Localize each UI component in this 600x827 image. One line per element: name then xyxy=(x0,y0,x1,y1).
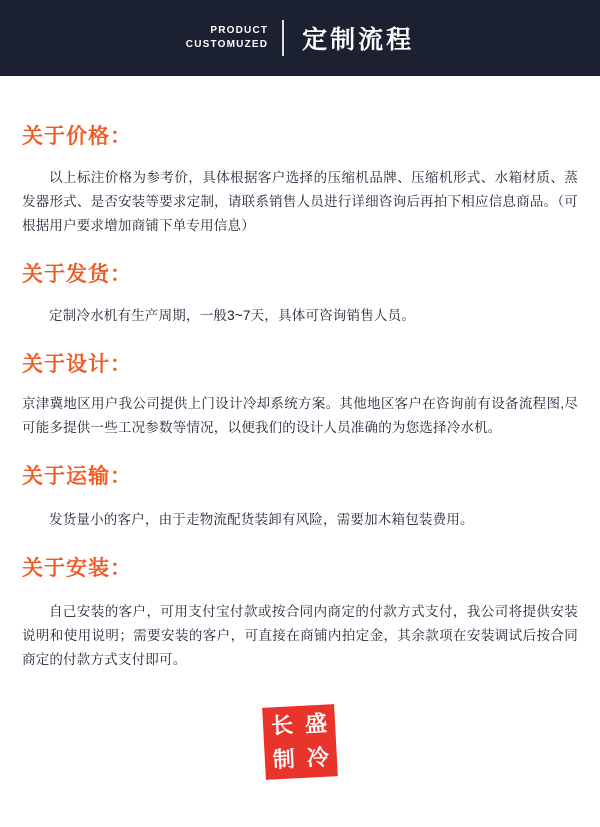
section-price-body: 以上标注价格为参考价，具体根据客户选择的压缩机品牌、压缩机形式、水箱材质、蒸发器形式、是否安装等要求定制，请联系销售人员进行详细咨询后再拍下相应信息商品。（可根据用户要求增加商铺下单专用信息） xyxy=(22,170,578,233)
company-seal-stamp xyxy=(264,706,335,777)
seal-char-1: 长 xyxy=(270,712,294,740)
section-shipping-title: 关于发货： xyxy=(22,263,132,286)
section-price-title: 关于价格： xyxy=(22,125,132,148)
header-english-label xyxy=(186,24,282,52)
section-installation xyxy=(22,554,578,672)
section-transport-body: 发货量小的客户，由于走物流配货装卸有风险，需要加木箱包装费用。 xyxy=(49,512,474,527)
section-design-body: 京津冀地区用户我公司提供上门设计冷却系统方案。其他地区客户在咨询前有设备流程图,尽可能多提供一些工况参数等情况，以便我们的设计人员准确的为您选择冷水机。 xyxy=(22,396,578,435)
section-installation-body: 自己安装的客户，可用支付宝付款或按合同内商定的付款方式支付，我公司将提供安装说明和使用说明；需要安装的客户，可直接在商铺内拍定金，其余款项在安装调试后按合同商定的付款方式支付即可。 xyxy=(22,604,578,667)
section-design-title: 关于设计： xyxy=(22,353,132,376)
section-shipping xyxy=(22,260,578,328)
header-english-line2: CUSTOMUZED xyxy=(185,39,269,50)
header-banner xyxy=(0,0,600,76)
section-shipping-body: 定制冷水机有生产周期，一般3~7天，具体可咨询销售人员。 xyxy=(49,308,415,323)
section-installation-title: 关于安装： xyxy=(22,557,132,580)
company-seal-wrap xyxy=(0,708,600,776)
content-area xyxy=(0,122,600,672)
header-content xyxy=(186,20,414,56)
seal-char-2: 盛 xyxy=(304,710,328,738)
section-price xyxy=(22,122,578,238)
header-english-line1: PRODUCT xyxy=(210,25,269,36)
page-title: 定制流程 xyxy=(302,26,415,54)
seal-char-4: 冷 xyxy=(306,744,330,772)
section-transport-title: 关于运输： xyxy=(22,465,132,488)
section-design xyxy=(22,350,578,440)
seal-char-3: 制 xyxy=(272,746,296,774)
header-divider xyxy=(282,20,284,56)
section-transport xyxy=(22,462,578,532)
